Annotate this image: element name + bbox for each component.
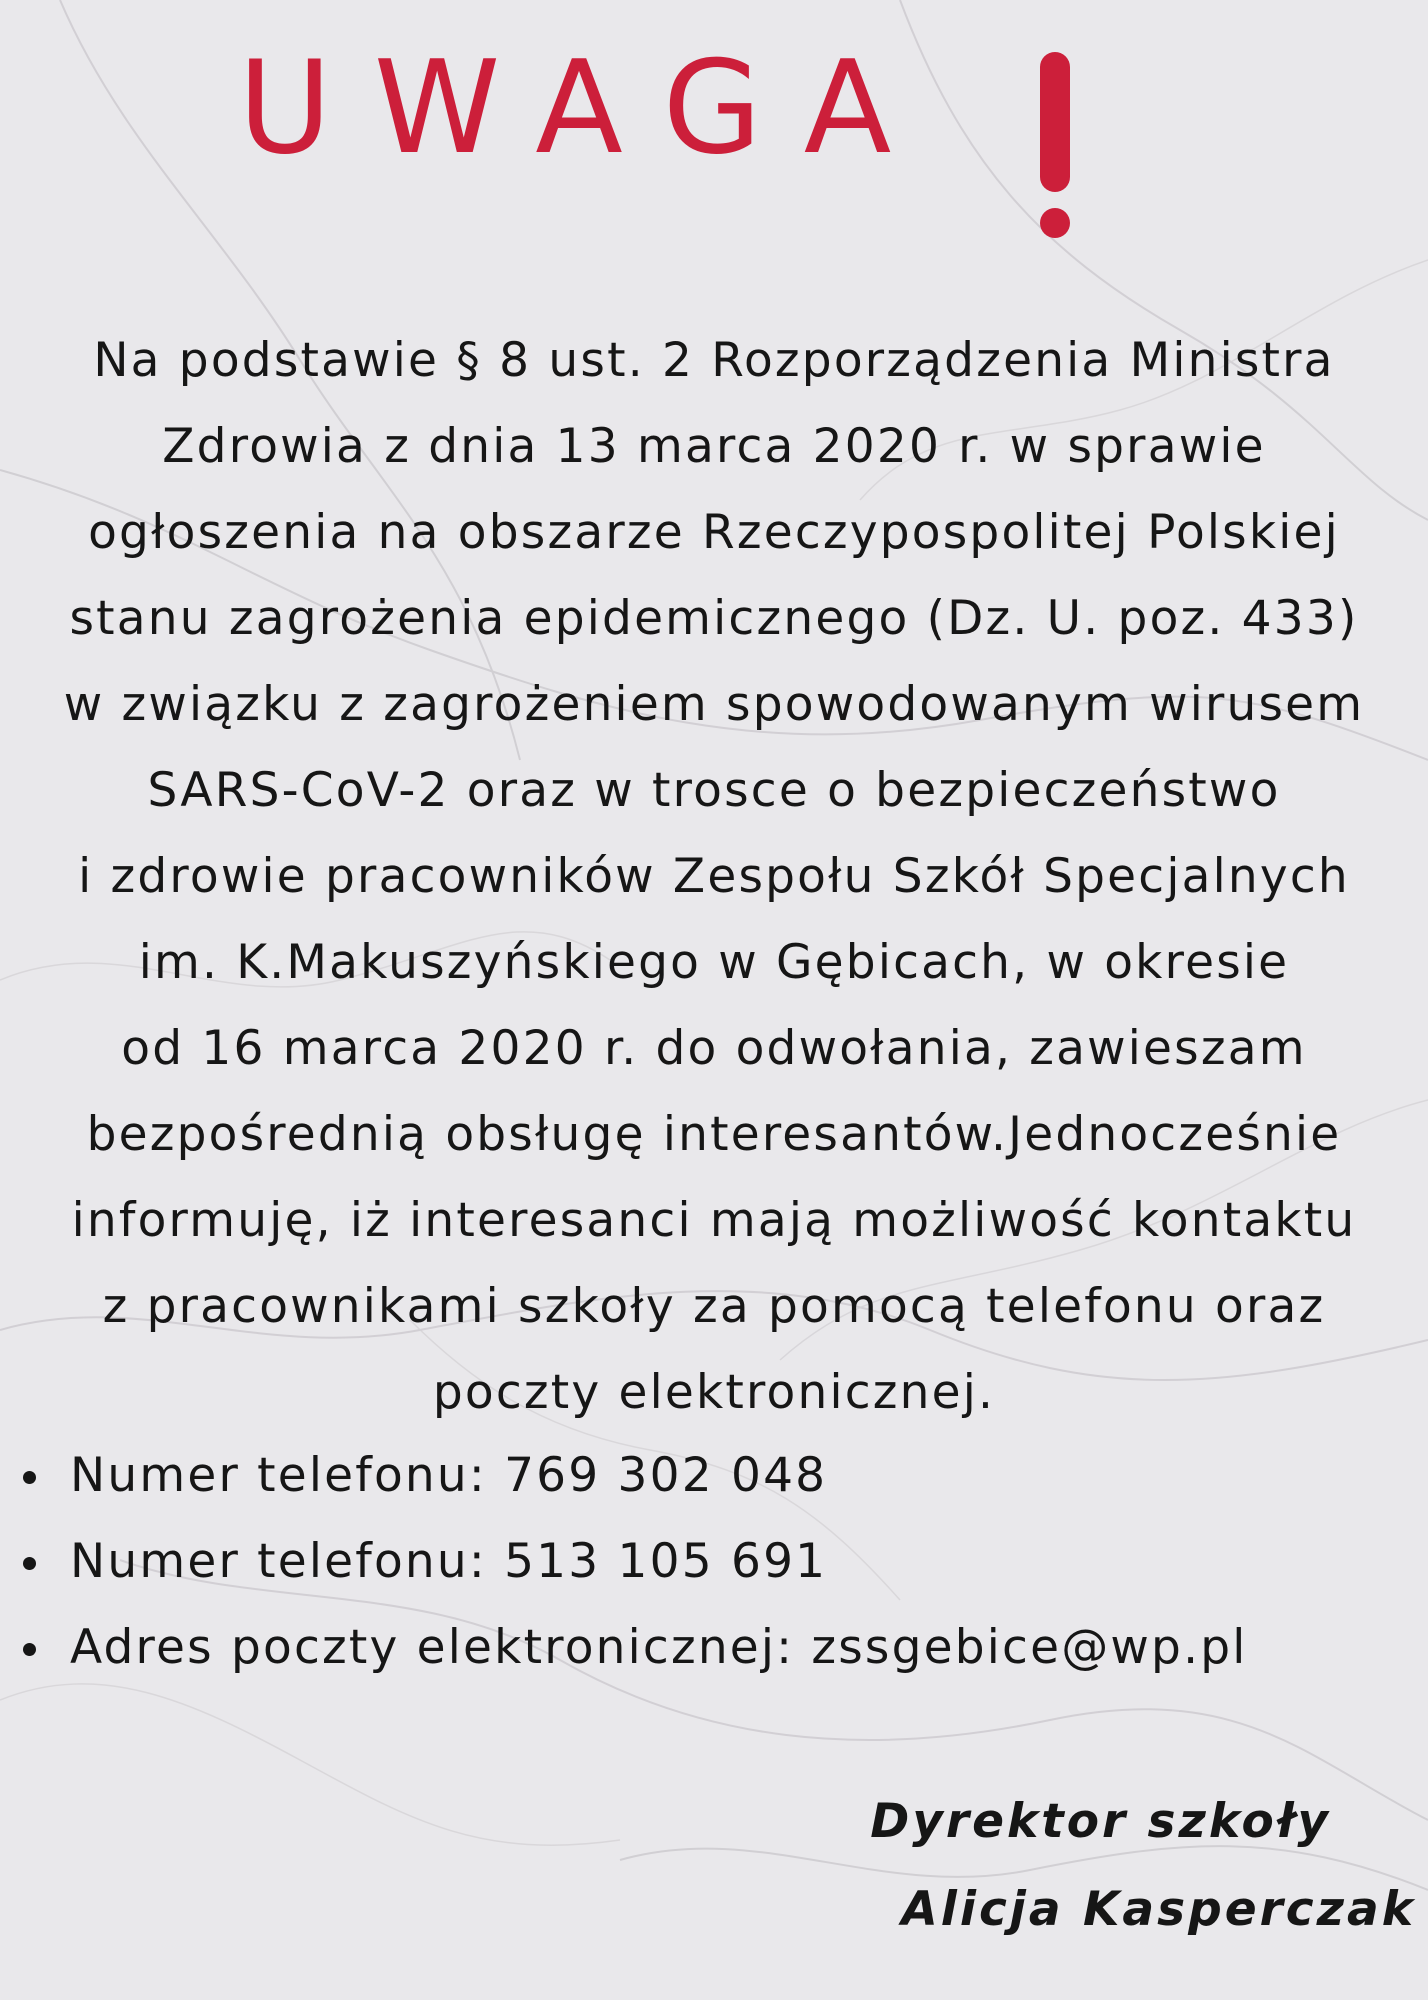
notice-title: UWAGA <box>238 34 934 183</box>
notice-line: w związku z zagrożeniem spowodowanym wirusem <box>63 677 1365 732</box>
contact-email <box>0 1605 1248 1691</box>
notice-line: ogłoszenia na obszarze Rzeczypospolitej Polskiej <box>88 505 1340 560</box>
bullet-icon <box>23 1557 36 1570</box>
notice-body <box>0 318 1428 1436</box>
contact-phone-1-text: Numer telefonu: 769 302 048 <box>70 1448 828 1503</box>
notice-line: z pracownikami szkoły za pomocą telefonu oraz <box>102 1279 1326 1334</box>
contact-phone-2 <box>0 1519 1248 1605</box>
exclamation-dot <box>1040 208 1070 238</box>
exclamation-bar <box>1040 52 1070 192</box>
signature-name: Alicja Kasperczak <box>901 1882 1416 1937</box>
notice-line: SARS-CoV-2 oraz w trosce o bezpieczeństwo <box>147 763 1281 818</box>
notice-line: bezpośrednią obsługę interesantów.Jednocześnie <box>86 1107 1342 1162</box>
notice-line: informuję, iż interesanci mają możliwość kontaktu <box>71 1193 1357 1248</box>
notice-line: stanu zagrożenia epidemicznego (Dz. U. poz. 433) <box>69 591 1359 646</box>
signature <box>870 1778 1416 1954</box>
notice-line: im. K.Makuszyńskiego w Gębicach, w okresie <box>138 935 1290 990</box>
contact-phone-2-text: Numer telefonu: 513 105 691 <box>70 1534 828 1589</box>
notice-line: od 16 marca 2020 r. do odwołania, zawieszam <box>121 1021 1307 1076</box>
bullet-icon <box>23 1643 36 1656</box>
notice-line: poczty elektronicznej. <box>432 1365 996 1420</box>
exclamation-icon <box>1035 52 1079 240</box>
notice-line: Zdrowia z dnia 13 marca 2020 r. w sprawie <box>162 419 1266 474</box>
contact-email-text: Adres poczty elektronicznej: zssgebice@wp.pl <box>70 1620 1248 1675</box>
notice-line: i zdrowie pracowników Zespołu Szkół Specjalnych <box>78 849 1350 904</box>
bullet-icon <box>23 1471 36 1484</box>
contact-list <box>0 1433 1248 1691</box>
contact-phone-1 <box>0 1433 1248 1519</box>
notice-line: Na podstawie § 8 ust. 2 Rozporządzenia Ministra <box>93 333 1335 388</box>
signature-title: Dyrektor szkoły <box>870 1794 1331 1849</box>
